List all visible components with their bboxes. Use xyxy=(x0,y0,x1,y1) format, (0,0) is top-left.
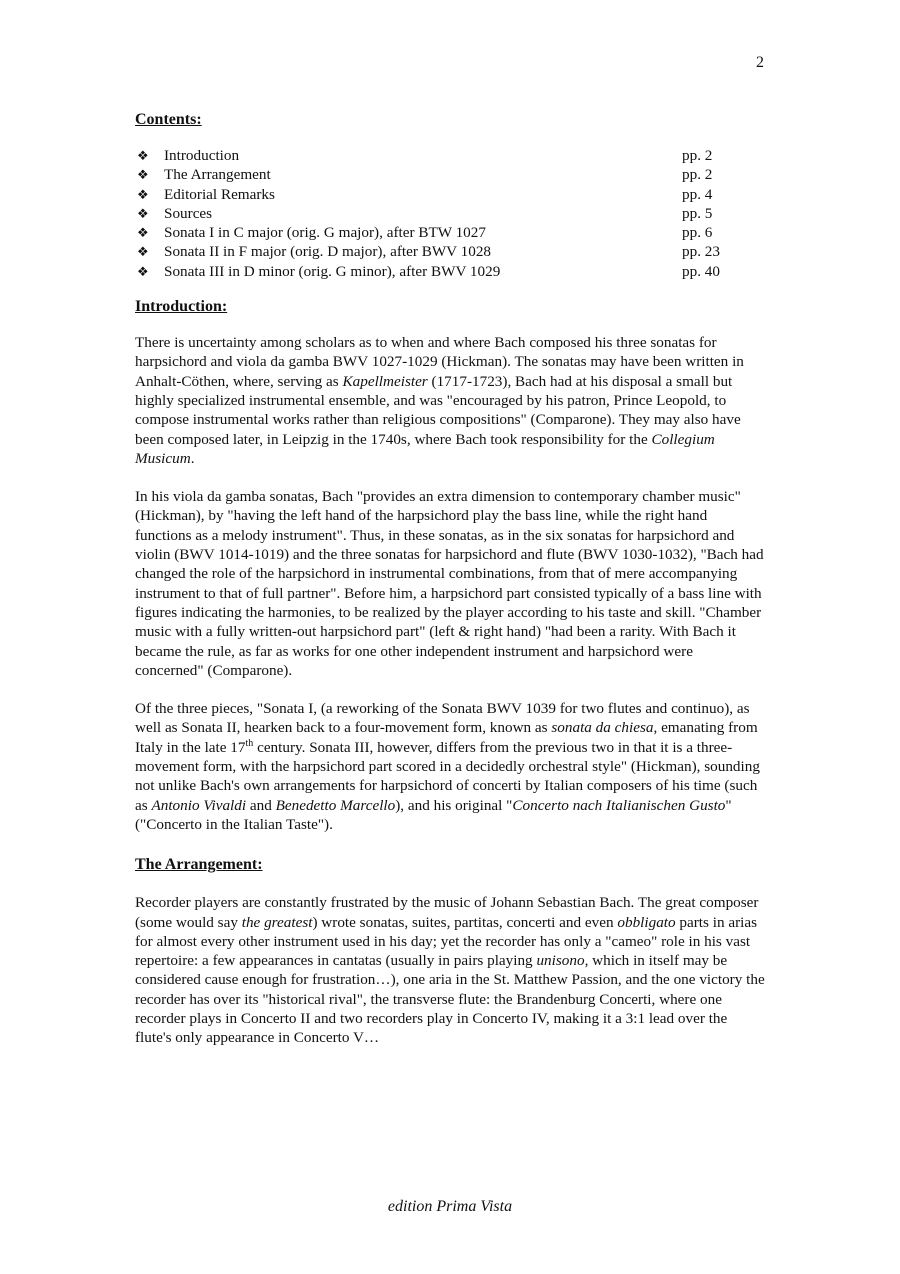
diamond-bullet-icon: ❖ xyxy=(137,225,149,241)
arrangement-paragraph-1: Recorder players are constantly frustrated by the music of Johann Sebastian Bach. The great composer (some would say the greatest) wrote sonatas, suites, partitas, concerti and even obbligato parts in arias for almost every other instrument used in his day; yet the recorder has only a "cameo" role in his vast repertoire: a few appearances in cantatas (usually in pairs playing unisono, which in itself may be considered cause enough for frustration…), one aria in the St. Matthew Passion, and the one victory the recorder has over its "historical rival", the transverse flute: the Brandenburg Concerti, where one recorder plays in Concerto II and two recorders play in Concerto IV, making it a 3:1 lead over the flute's only appearance in Concerto V… xyxy=(135,894,765,1047)
toc-item[interactable]: ❖ Sonata I in C major (orig. G major), after BTW 1027 pp. 6 xyxy=(137,224,713,242)
diamond-bullet-icon: ❖ xyxy=(137,244,149,260)
diamond-bullet-icon: ❖ xyxy=(137,263,149,279)
publisher-footer: edition Prima Vista xyxy=(387,1198,513,1215)
document-body xyxy=(135,108,765,1067)
contents-heading: Contents: xyxy=(135,111,202,128)
toc-item[interactable]: ❖ Editorial Remarks pp. 4 xyxy=(137,185,713,203)
toc-item[interactable]: ❖ Introduction pp. 2 xyxy=(137,147,713,164)
introduction-heading: Introduction: xyxy=(135,298,228,316)
toc-item[interactable]: ❖ Sonata II in F major (orig. D major), after BWV 1028 pp. 23 xyxy=(137,243,720,261)
diamond-bullet-icon: ❖ xyxy=(137,186,149,202)
diamond-bullet-icon: ❖ xyxy=(137,148,149,163)
diamond-bullet-icon: ❖ xyxy=(137,167,149,183)
diamond-bullet-icon: ❖ xyxy=(137,205,149,221)
table-of-contents xyxy=(135,146,765,281)
page-number: 2 xyxy=(756,54,764,71)
introduction-paragraph-2: In his viola da gamba sonatas, Bach "provides an extra dimension to contemporary chamber music" (Hickman), by "having the left hand of the harpsichord play the bass line, while the right hand functions as a melody instrument". Thus, in these sonatas, as in the six sonatas for harpsichord and violin (BWV 1014-1019) and the three sonatas for harpsichord and flute (BWV 1030-1032), "Bach had changed the role of the harpsichord in instrumental combinations, from that of mere accompanying instrument to that of full partner". Before him, a harpsichord part consisted typically of a bass line with figures indicating the harmonies, to be realized by the player according to his taste and skill. "Chamber music with a fully written-out harpsichord part" (left & right hand) "had been a rarity. With Bach it became the rule, as far as works for one other independent instrument and harpsichord were concerned" (Comparone). xyxy=(135,488,764,679)
introduction-paragraph-3: Of the three pieces, "Sonata I, (a reworking of the Sonata BWV 1039 for two flutes and continuo), as well as Sonata II, hearken back to a four-movement form, known as sonata da chiesa, emanating from Italy in the late 17th century. Sonata III, however, differs from the previous two in that it is a three-movement form, with the harpsichord part scored in a decidedly orchestral style" (Hickman), sounding not unlike Bach's own arrangements for harpsichord of concerti by Italian composers of his time (such as Antonio Vivaldi and Benedetto Marcello), and his original "Concerto nach Italianischen Gusto" ("Concerto in the Italian Taste"). xyxy=(135,700,760,833)
toc-item[interactable]: ❖ The Arrangement pp. 2 xyxy=(137,166,713,184)
toc-item[interactable]: ❖ Sources pp. 5 xyxy=(137,204,713,222)
arrangement-heading: The Arrangement: xyxy=(135,856,263,874)
introduction-paragraph-1: There is uncertainty among scholars as to when and where Bach composed his three sonatas for harpsichord and viola da gamba BWV 1027-1029 (Hickman). The sonatas may have been written in Anhalt-Cöthen, where, serving as Kapellmeister (1717-1723), Bach had at his disposal a small but highly specialized instrumental ensemble, and was "encouraged by his patron, Prince Leopold, to compose instrumental works rather than religious compositions" (Comparone). They may also have been composed later, in Leipzig in the 1740s, where Bach took responsibility for the Collegium Musicum. xyxy=(135,334,744,467)
toc-item[interactable]: ❖ Sonata III in D minor (orig. G minor), after BWV 1029 pp. 40 xyxy=(137,262,720,280)
